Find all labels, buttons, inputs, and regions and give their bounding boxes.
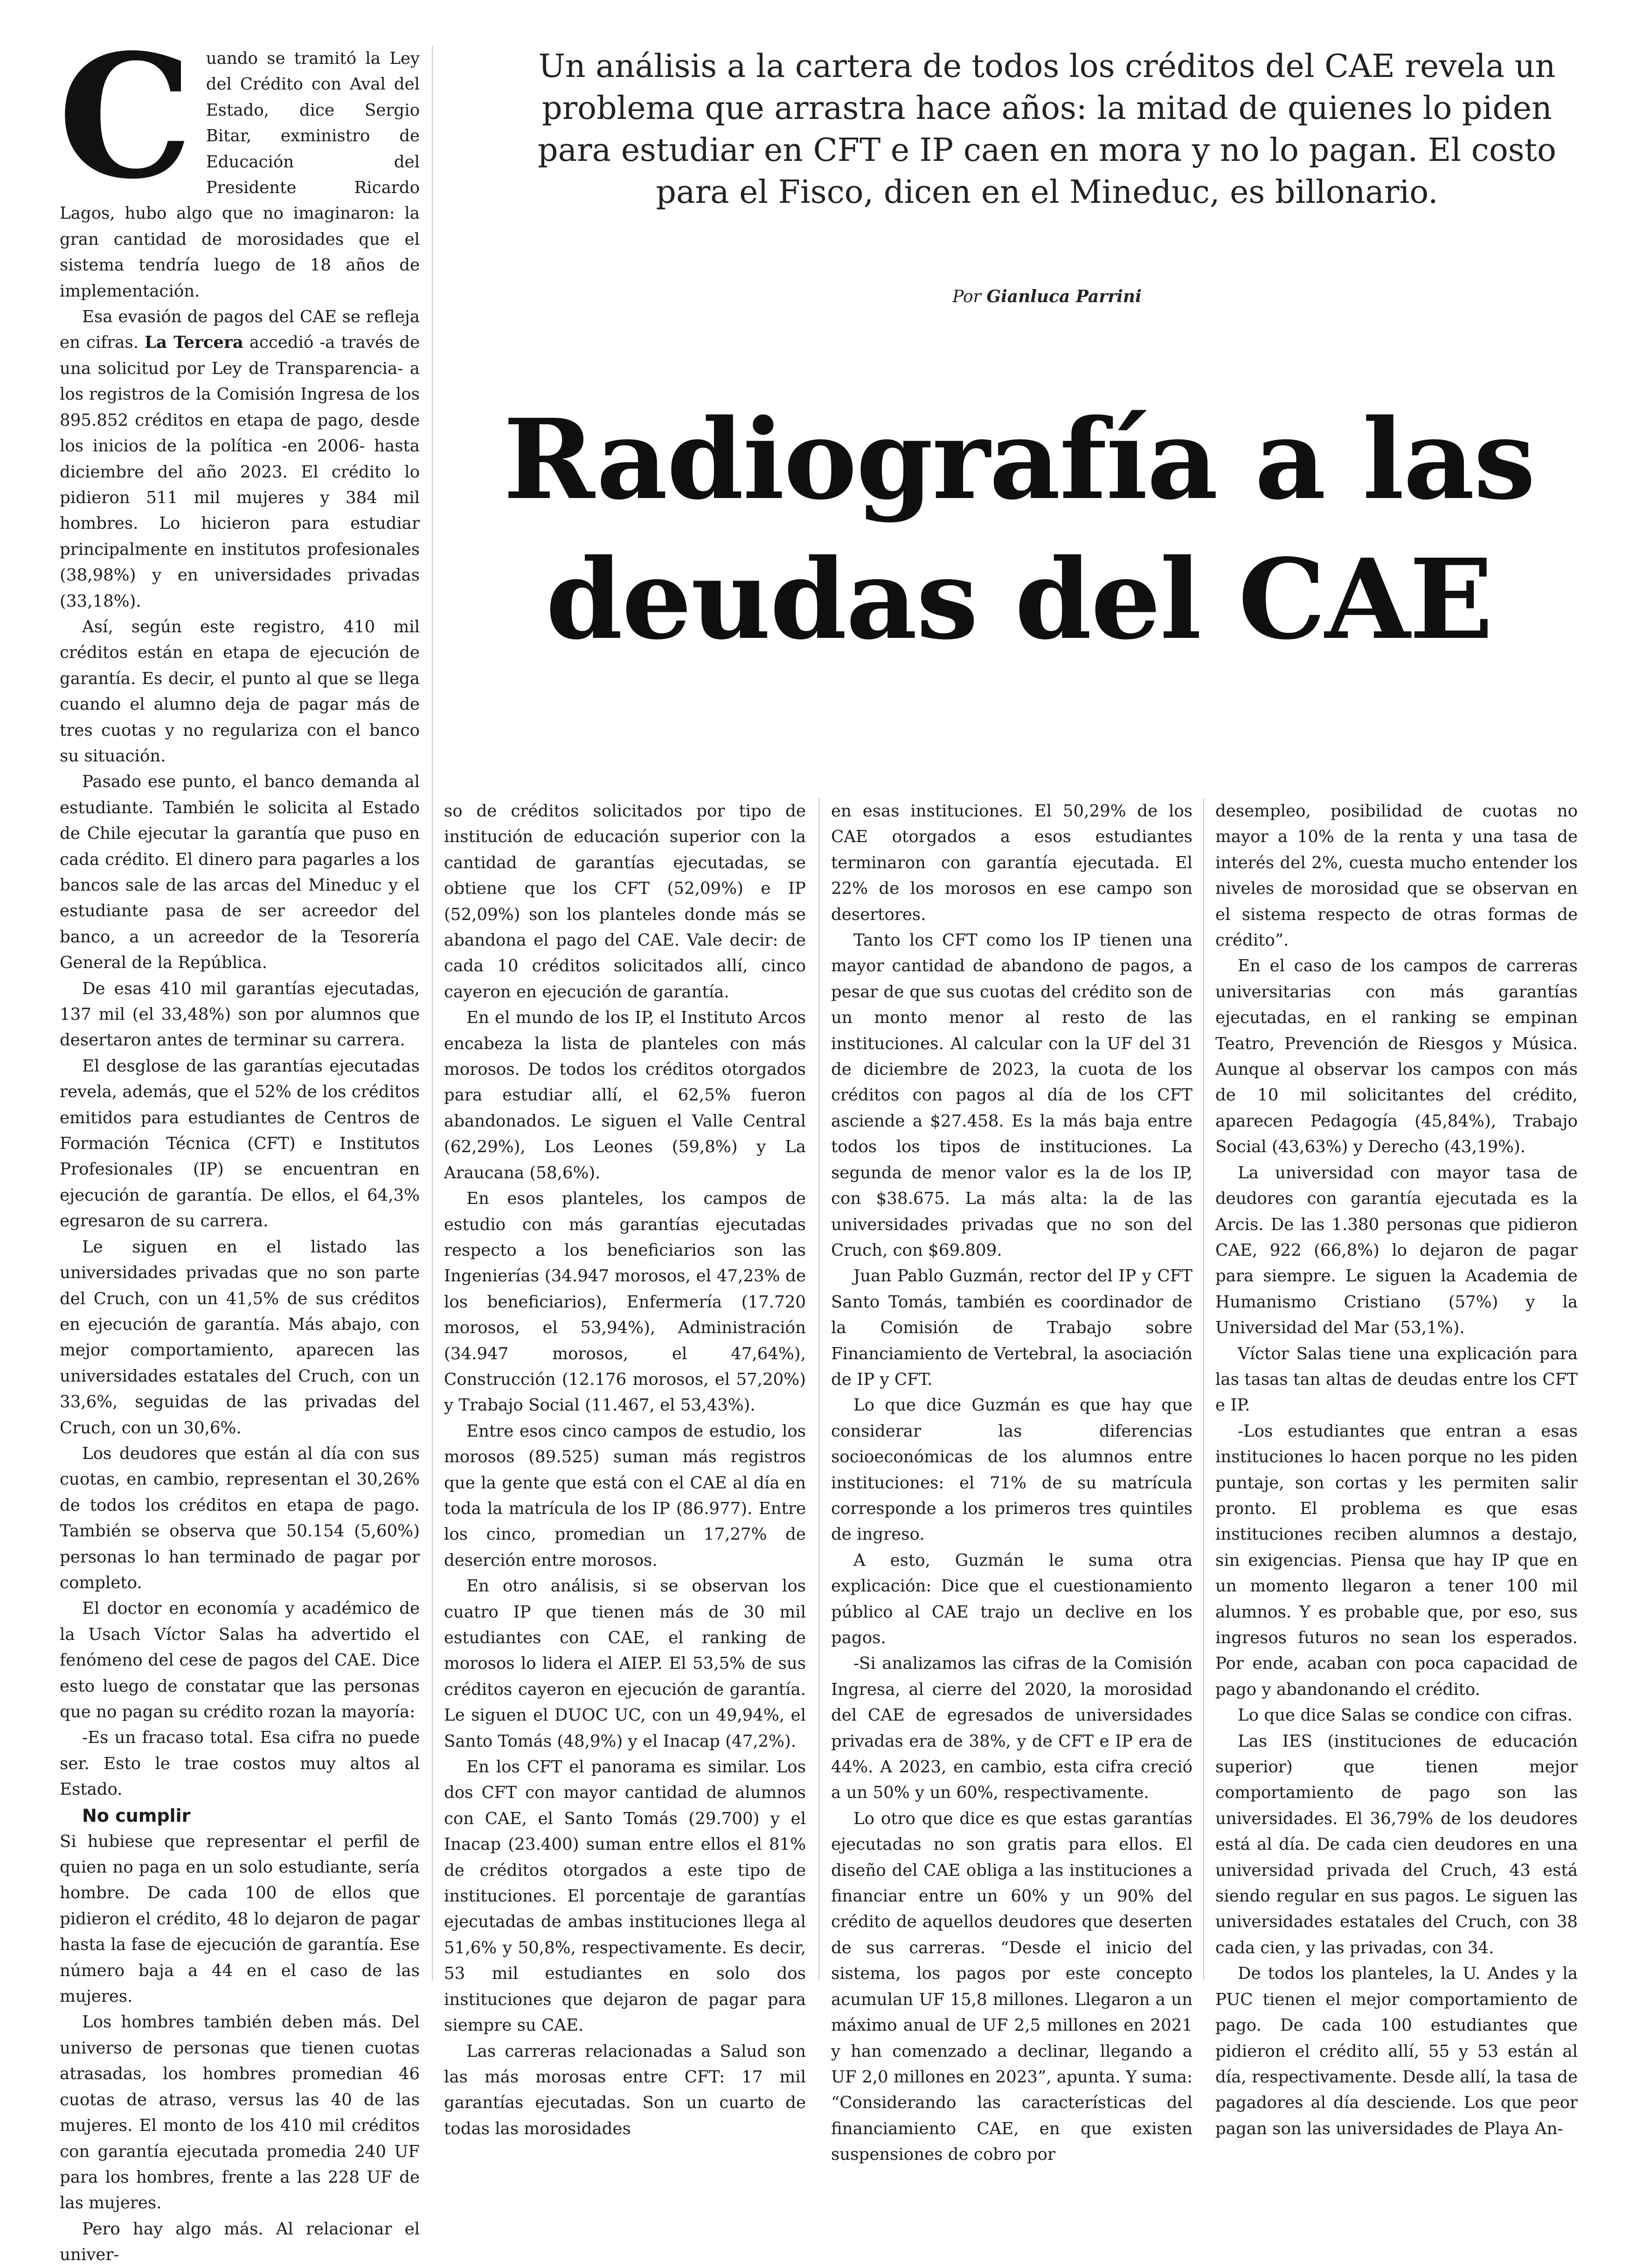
paragraph: De todos los planteles, la U. Andes y la PUC tienen el mejor comportamiento de pago. De cada 100 estudiantes que pidieron el crédito allí, 55 y 53 están al día, respectivamente. Desde allí, la tasa de pagadores al día desciende. Los que peor pagan son las universidades de Playa An-: [1215, 1964, 1578, 2138]
paragraph: Los hombres también deben más. Del universo de personas que tienen cuotas atrasadas, los hombres promedian 46 cuotas de atraso, versus las 40 de las mujeres. El monto de los 410 mil créditos con garantía ejecutada promedia 240 UF para los hombres, frente a las 228 UF de las mujeres.: [60, 2012, 420, 2213]
paragraph: so de créditos solicitados por tipo de institución de educación superior con la cantidad de garantías ejecutadas, se obtiene que los CFT (52,09%) e IP (52,09%) son los planteles donde más se abandona el pago del CAE. Vale decir: de cada 10 créditos solicitados allí, cinco cayeron en ejecución de garantía.: [444, 802, 806, 1002]
article-deck: Un análisis a la cartera de todos los créditos del CAE revela un problema que arrastra hace años: la mitad de quienes lo piden para estudiar en CFT e IP caen en mora y no lo pagan. El costo para el Fisco, dicen en el Mineduc, es billonario.: [538, 48, 1556, 211]
byline: [532, 287, 1562, 306]
paragraph: -Es un fracaso total. Esa cifra no puede ser. Esto le trae costos muy altos al Estado.: [60, 1728, 420, 1799]
byline-prefix: Por: [952, 287, 981, 306]
paragraph: Lo que dice Salas se condice con cifras.: [1238, 1706, 1573, 1725]
paragraph: -Los estudiantes que entran a esas instituciones lo hacen porque no les piden puntaje, son cortas y les permiten salir pronto. El problema es que esas instituciones reciben alumnos a destajo, sin exigencias. Piensa que hay IP que en un momento llegaron a tener 100 mil alumnos. Y es probable que, por eso, sus ingresos futuros no sean los esperados. Por ende, acaban con poca capacidad de pago y abandonando el crédito.: [1215, 1421, 1578, 1699]
paragraph: En otro análisis, si se observan los cuatro IP que tienen más de 30 mil estudiantes con CAE, el ranking de morosos lo lidera el AIEP. El 53,5% de sus créditos cayeron en ejecución de garantía. Le siguen el DUOC UC, con un 49,94%, el Santo Tomás (48,9%) y el Inacap (47,2%).: [444, 1577, 806, 1751]
paragraph: En el mundo de los IP, el Instituto Arcos encabeza la lista de planteles con más morosos. De todos los créditos otorgados para estudiar allí, el 62,5% fueron abandonados. Le siguen el Valle Central (62,29%), Los Leones (59,8%) y La Araucana (58,6%).: [444, 1008, 806, 1182]
paragraph: [60, 304, 420, 614]
paragraph: [58, 17, 420, 304]
paragraph: Las IES (instituciones de educación superior) que tienen mejor comportamiento de pago son las universidades. El 36,79% de los deudores está al día. De cada cien deudores en una universidad privada del Cruch, 43 está siendo regular en sus pagos. Le siguen las universidades estatales del Cruch, con 38 cada cien, y las privadas, con 34.: [1215, 1731, 1578, 1957]
paragraph-text: Esa evasión de pagos del CAE se refleja en cifras.: [60, 307, 420, 353]
section-subhead: No cumplir: [82, 1805, 191, 1826]
paragraph: El desglose de las garantías ejecutadas revela, además, que el 52% de los créditos emitidos para estudiantes de Centros de Formación Técnica (CFT) e Institutos Profesionales (IP) se encuentran en ejecución de garantía. De ellos, el 64,3% egresaron de su carrera.: [60, 1056, 420, 1231]
paragraph: Víctor Salas tiene una explicación para las tasas tan altas de deudas entre los CFT e IP.: [1215, 1344, 1578, 1415]
paragraph: El doctor en economía y académico de la Usach Víctor Salas ha advertido el fenómeno del cese de pagos del CAE. Dice esto luego de constatar que las personas que no pagan su crédito rozan la mayoría:: [60, 1599, 420, 1722]
column-divider: [1203, 798, 1204, 1981]
column-divider: [818, 798, 819, 1981]
paragraph: Tanto los CFT como los IP tienen una mayor cantidad de abandono de pagos, a pesar de que sus cuotas del crédito son de un monto menor al resto de las instituciones. Al calcular con la UF del 31 de diciembre de 2023, la cuota de los créditos con pagos al día de los CFT asciende a $27.458. Es la más baja entre todos los tipos de instituciones. La segunda de menor valor es la de los IP, con $38.675. La más alta: la de las universidades privadas que no son del Cruch, con $69.809.: [831, 931, 1192, 1260]
paragraph: desempleo, posibilidad de cuotas no mayor a 10% de la renta y una tasa de interés del 2%, cuesta mucho entender los niveles de morosidad que se observan en el sistema respecto de otras formas de crédito”.: [1215, 802, 1578, 950]
paragraph: En esos planteles, los campos de estudio con más garantías ejecutadas respecto a los beneficiarios son las Ingenierías (34.947 morosos, el 47,23% de los beneficiarios), Enfermería (17.720 morosos, el 53,94%), Administración (34.947 morosos, el 47,64%), Construcción (12.176 morosos, el 57,20%) y Trabajo Social (11.467, el 53,43%).: [444, 1189, 806, 1415]
paragraph: En los CFT el panorama es similar. Los dos CFT con mayor cantidad de alumnos con CAE, el Santo Tomás (29.700) y el Inacap (23.400) suman entre ellos el 81% de créditos otorgados a este tipo de instituciones. El porcentaje de garantías ejecutadas de ambas instituciones llega al 51,6% y 50,8%, respectivamente. Es decir, 53 mil estudiantes en solo dos instituciones que dejaron de pagar para siempre su CAE.: [444, 1757, 806, 2035]
headline-line-1: Radiografía a las: [503, 394, 1535, 524]
newspaper-name: La Tercera: [144, 333, 243, 353]
paragraph: Pero hay algo más. Al relacionar el univer-: [60, 2219, 420, 2265]
paragraph: Si hubiese que representar el perfil de quien no paga en un solo estudiante, sería hombre. De cada 100 de ellos que pidieron el crédito, 48 lo dejaron de pagar hasta la fase de ejecución de garantía. Ese número baja a 44 en el caso de las mujeres.: [60, 1832, 420, 2006]
column-divider: [432, 46, 433, 1981]
paragraph: En el caso de los campos de carreras universitarias con más garantías ejecutadas, en el ranking se empinan Teatro, Prevención de Riesgos y Música. Aunque al observar los campos con más de 10 mil solicitantes del crédito, aparecen Pedagogía (45,84%), Trabajo Social (43,63%) y Derecho (43,19%).: [1215, 956, 1578, 1157]
paragraph: Los deudores que están al día con sus cuotas, en cambio, representan el 30,26% de todos los créditos en etapa de pago. También se observa que 50.154 (5,60%) personas lo han terminado de pagar por completo.: [60, 1444, 420, 1592]
paragraph: Así, según este registro, 410 mil créditos están en etapa de ejecución de garantía. Es decir, el punto al que se llega cuando el alumno deja de pagar más de tres cuotas y no regulariza con el banco su situación.: [60, 617, 420, 766]
paragraph: Las carreras relacionadas a Salud son las más morosas entre CFT: 17 mil garantías ejecutadas. Son un cuarto de todas las morosidades: [444, 2041, 806, 2138]
headline-line-2: deudas del CAE: [546, 534, 1492, 664]
paragraph: Pasado ese punto, el banco demanda al estudiante. También le solicita al Estado de Chile ejecutar la garantía que puso en cada crédito. El dinero para pagarles a los bancos sale de las arcas del Mineduc y el estudiante pasa de ser acreedor del banco, a un acreedor de la Tesorería General de la República.: [60, 772, 420, 973]
paragraph-text: accedió -a través de una solicitud por Ley de Transparencia- a los registros de la Comisión Ingresa de los 895.852 créditos en etapa de pago, desde los inicios de la política -en 2006- hasta diciembre del año 2023. El crédito lo pidieron 511 mil mujeres y 384 mil hombres. Lo hicieron para estudiar principalmente en institutos profesionales (38,98%) y en universidades privadas (33,18%).: [60, 333, 420, 611]
drop-cap: C: [58, 17, 193, 216]
paragraph: La universidad con mayor tasa de deudores con garantía ejecutada es la Arcis. De las 1.380 personas que pidieron CAE, 922 (66,8%) lo dejaron de pagar para siempre. Le siguen la Academia de Humanismo Cristiano (57%) y la Universidad del Mar (53,1%).: [1215, 1163, 1578, 1338]
paragraph: A esto, Guzmán le suma otra explicación: Dice que el cuestionamiento público al CAE trajo un declive en los pagos.: [831, 1550, 1192, 1647]
paragraph: De esas 410 mil garantías ejecutadas, 137 mil (el 33,48%) son por alumnos que desertaron antes de terminar su carrera.: [60, 979, 420, 1050]
paragraph: en esas instituciones. El 50,29% de los CAE otorgados a esos estudiantes terminaron con garantía ejecutada. El 22% de los morosos en ese campo son desertores.: [831, 802, 1192, 924]
paragraph: Le siguen en el listado las universidades privadas que no son parte del Cruch, con un 41,5% de sus créditos en ejecución de garantía. Más abajo, con mejor comportamiento, aparecen las universidades estatales del Cruch, con un 33,6%, seguidas de las privadas del Cruch, con un 30,6%.: [60, 1237, 420, 1438]
article-column-4: [1215, 798, 1578, 2138]
paragraph: -Si analizamos las cifras de la Comisión Ingresa, al cierre del 2020, la morosidad del CAE de egresados de universidades privadas era de 38%, y de CFT e IP era de 44%. A 2023, en cambio, esta cifra creció a un 50% y un 60%, respectivamente.: [831, 1654, 1192, 1803]
paragraph: Lo que dice Guzmán es que hay que considerar las diferencias socioeconómicas de los alumnos entre instituciones: el 71% de su matrícula corresponde a los primeros tres quintiles de ingreso.: [831, 1396, 1192, 1544]
article-column-1: [58, 17, 420, 2265]
paragraph: Lo otro que dice es que estas garantías ejecutadas no son gratis para ellos. El diseño del CAE obliga a las instituciones a financiar entre un 60% y un 90% del crédito de aquellos deudores que deserten de sus carreras. “Desde el inicio del sistema, los pagos por este concepto acumulan UF 15,8 millones. Llegaron a un máximo anual de UF 2,5 millones en 2021 y han comenzado a declinar, llegando a UF 2,0 millones en 2023”, apunta. Y suma: “Considerando las características del financiamiento CAE, en que existen suspensiones de cobro por: [831, 1809, 1192, 2164]
article-column-2: [444, 798, 806, 2138]
paragraph: Entre esos cinco campos de estudio, los morosos (89.525) suman más registros que la gente que está con el CAE al día en toda la matrícula de los IP (86.977). Entre los cinco, promedian un 17,27% de deserción entre morosos.: [444, 1421, 806, 1570]
headline: [466, 389, 1572, 669]
paragraph-text: uando se tramitó la Ley del Crédito con Aval del Estado, dice Sergio Bitar, exministro de Educación del Presidente Ricardo Lagos, hubo algo que no imaginaron: la gran cantidad de morosidades que el sistema tendría luego de 18 años de implementación.: [60, 49, 420, 301]
byline-author: Gianluca Parrini: [986, 287, 1142, 306]
paragraph: Juan Pablo Guzmán, rector del IP y CFT Santo Tomás, también es coordinador de la Comisión de Trabajo sobre Financiamiento de Vertebral, la asociación de IP y CFT.: [831, 1266, 1192, 1389]
article-column-3: [831, 798, 1192, 2164]
